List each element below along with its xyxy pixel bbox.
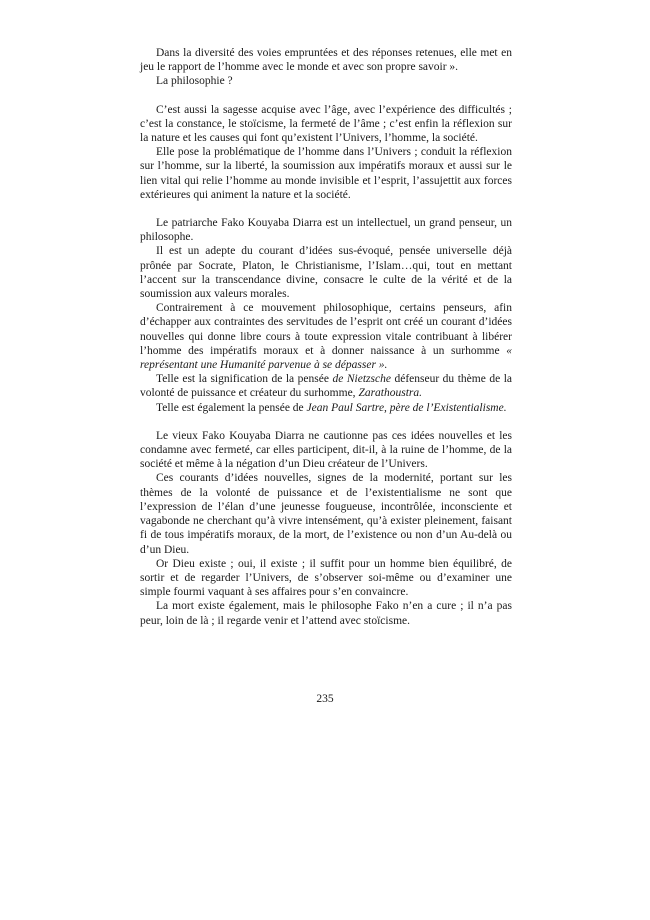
text-run: Telle est également la pensée de bbox=[156, 401, 307, 414]
paragraph bbox=[140, 372, 512, 400]
paragraph-gap bbox=[140, 89, 512, 103]
paragraph: Ces courants d’idées nouvelles, signes de la modernité, portant sur les thèmes de la volonté de puissance et de l’existentialisme ne sont que l’expression de l’élan d’une jeunesse fougueuse, incontrôlée, inconsciente et vagabonde ne cherchant qu’à vivre intensément, qu’à exister pleinement, faisant fi de tous impératifs moraux, de la mort, de l’existence ou non d’un Au-delà ou d’un Dieu. bbox=[140, 472, 512, 556]
name-italic: Jean Paul Sartre, père de l’Existentialisme. bbox=[306, 401, 507, 414]
name-italic: de Nietzsche bbox=[332, 373, 391, 386]
text-run: Telle est la signification de la pensée bbox=[156, 373, 333, 386]
text-run: Contrairement à ce mouvement philosophique, certains penseurs, afin d’échapper aux contraintes des servitudes de l’esprit ont créé un courant d’idées nouvelles qui donne libre cours à toute expression vitale contribuant à libérer l’homme des impératifs moraux et à donner naissance à un surhomme bbox=[140, 302, 512, 357]
paragraph bbox=[140, 301, 512, 372]
quote-italic: « représentant une Humanité parvenue à se dépasser ». bbox=[140, 344, 512, 372]
page-number: 235 bbox=[316, 693, 334, 705]
text-run: défenseur du thème de la volonté de puissance et créateur du surhomme, bbox=[140, 373, 512, 400]
body-text bbox=[140, 46, 512, 628]
paragraph-gap bbox=[140, 202, 512, 216]
paragraph: Il est un adepte du courant d’idées sus-évoqué, pensée universelle déjà prônée par Socrate, Platon, le Christianisme, l’Islam…qui, tout en mettant l’accent sur la transcendance divine, consacre le culte de la vérité et de la soumission aux valeurs morales. bbox=[140, 245, 512, 301]
paragraph: Le patriarche Fako Kouyaba Diarra est un intellectuel, un grand penseur, un philosophe. bbox=[140, 217, 512, 244]
paragraph: Dans la diversité des voies empruntées et des réponses retenues, elle met en jeu le rapport de l’homme avec le monde et avec son propre savoir ». bbox=[140, 47, 512, 74]
paragraph bbox=[140, 401, 512, 415]
paragraph: Or Dieu existe ; oui, il existe ; il suffit pour un homme bien équilibré, de sortir et de regarder l’Univers, de s’observer soi-même ou d’examiner une simple fourmi vaquant à ses affaires pour s’en convaincre. bbox=[140, 557, 512, 599]
paragraph: La mort existe également, mais le philosophe Fako n’en a cure ; il n’a pas peur, loin de là ; il regarde venir et l’attend avec stoïcisme. bbox=[140, 600, 512, 627]
paragraph-gap bbox=[140, 415, 512, 429]
work-italic: Zarathoustra. bbox=[358, 387, 423, 400]
paragraph: C’est aussi la sagesse acquise avec l’âge, avec l’expérience des difficultés ; c’est la constance, le stoïcisme, la fermeté de l’âme ; c’est enfin la réflexion sur la nature et les causes qui font qu’existent l’Univers, l’homme, la société. bbox=[140, 103, 512, 145]
paragraph: La philosophie ? bbox=[156, 75, 233, 88]
paragraph: Elle pose la problématique de l’homme dans l’Univers ; conduit la réflexion sur l’homme, sur la liberté, la soumission aux impératifs moraux et aussi sur le lien vital qui relie l’homme au monde invisible et l’esprit, l’assujettit aux forces extérieures qui animent la nature et la société. bbox=[140, 146, 512, 201]
paragraph: Le vieux Fako Kouyaba Diarra ne cautionne pas ces idées nouvelles et les condamne avec fermeté, car elles participent, dit-il, à la ruine de l’homme, de la société et même à la négation d’un Dieu créateur de l’Univers. bbox=[140, 429, 512, 471]
